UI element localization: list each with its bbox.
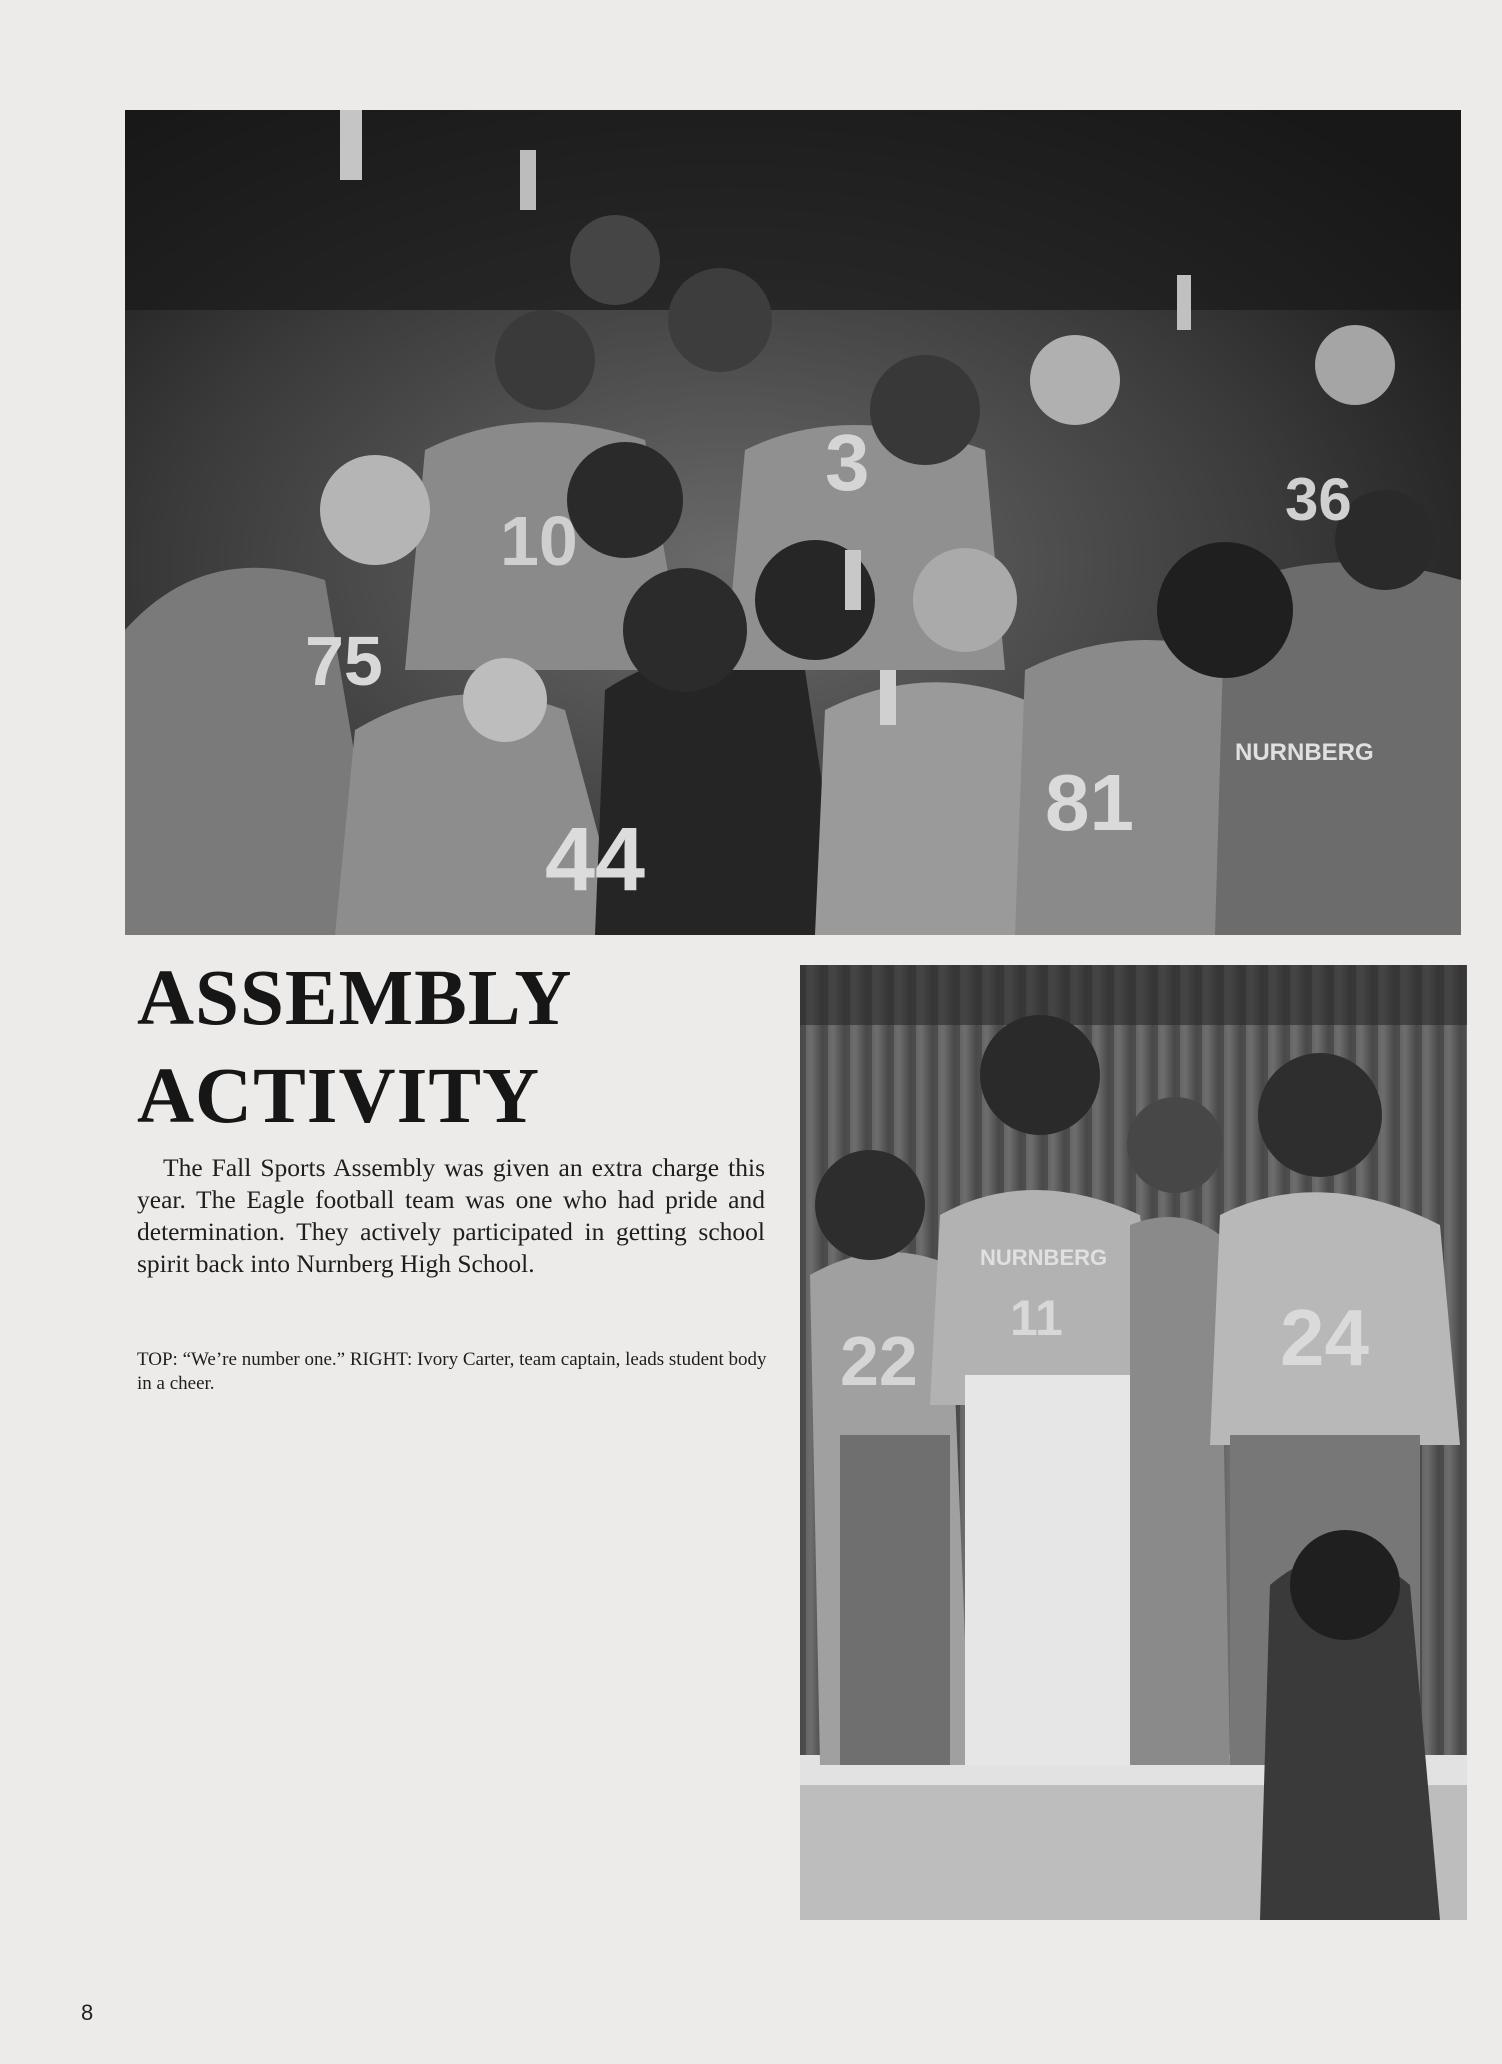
- jersey-number-36: 36: [1285, 466, 1352, 533]
- jersey-number-81: 81: [1045, 758, 1134, 847]
- jersey-number-75: 75: [305, 622, 383, 700]
- jersey-lettering: NURNBERG: [980, 1245, 1108, 1270]
- headline-line-2: ACTIVITY: [137, 1053, 541, 1140]
- jersey-lettering: NURNBERG: [1235, 739, 1374, 766]
- page-headline: [137, 950, 777, 1146]
- jersey-number-22: 22: [840, 1322, 918, 1400]
- jersey-number-3: 3: [825, 418, 870, 507]
- right-photo-team-captain-cheer: [800, 965, 1467, 1920]
- jersey-number-24: 24: [1280, 1293, 1369, 1382]
- photo-caption: TOP: “We’re number one.” RIGHT: Ivory Carter, team captain, leads student body in a cheer.: [137, 1349, 767, 1394]
- article-body: The Fall Sports Assembly was given an extra charge this year. The Eagle football team was one who had pride and determination. They actively participated in getting school spirit back into Nurnberg High School.: [137, 1153, 765, 1278]
- jersey-number-10: 10: [500, 502, 578, 580]
- jersey-number-44: 44: [545, 810, 646, 910]
- headline-line-1: ASSEMBLY: [137, 955, 573, 1042]
- page-number: 8: [81, 2000, 94, 2025]
- jersey-number-11: 11: [1010, 1290, 1063, 1346]
- top-photo-students-cheering: [125, 110, 1461, 935]
